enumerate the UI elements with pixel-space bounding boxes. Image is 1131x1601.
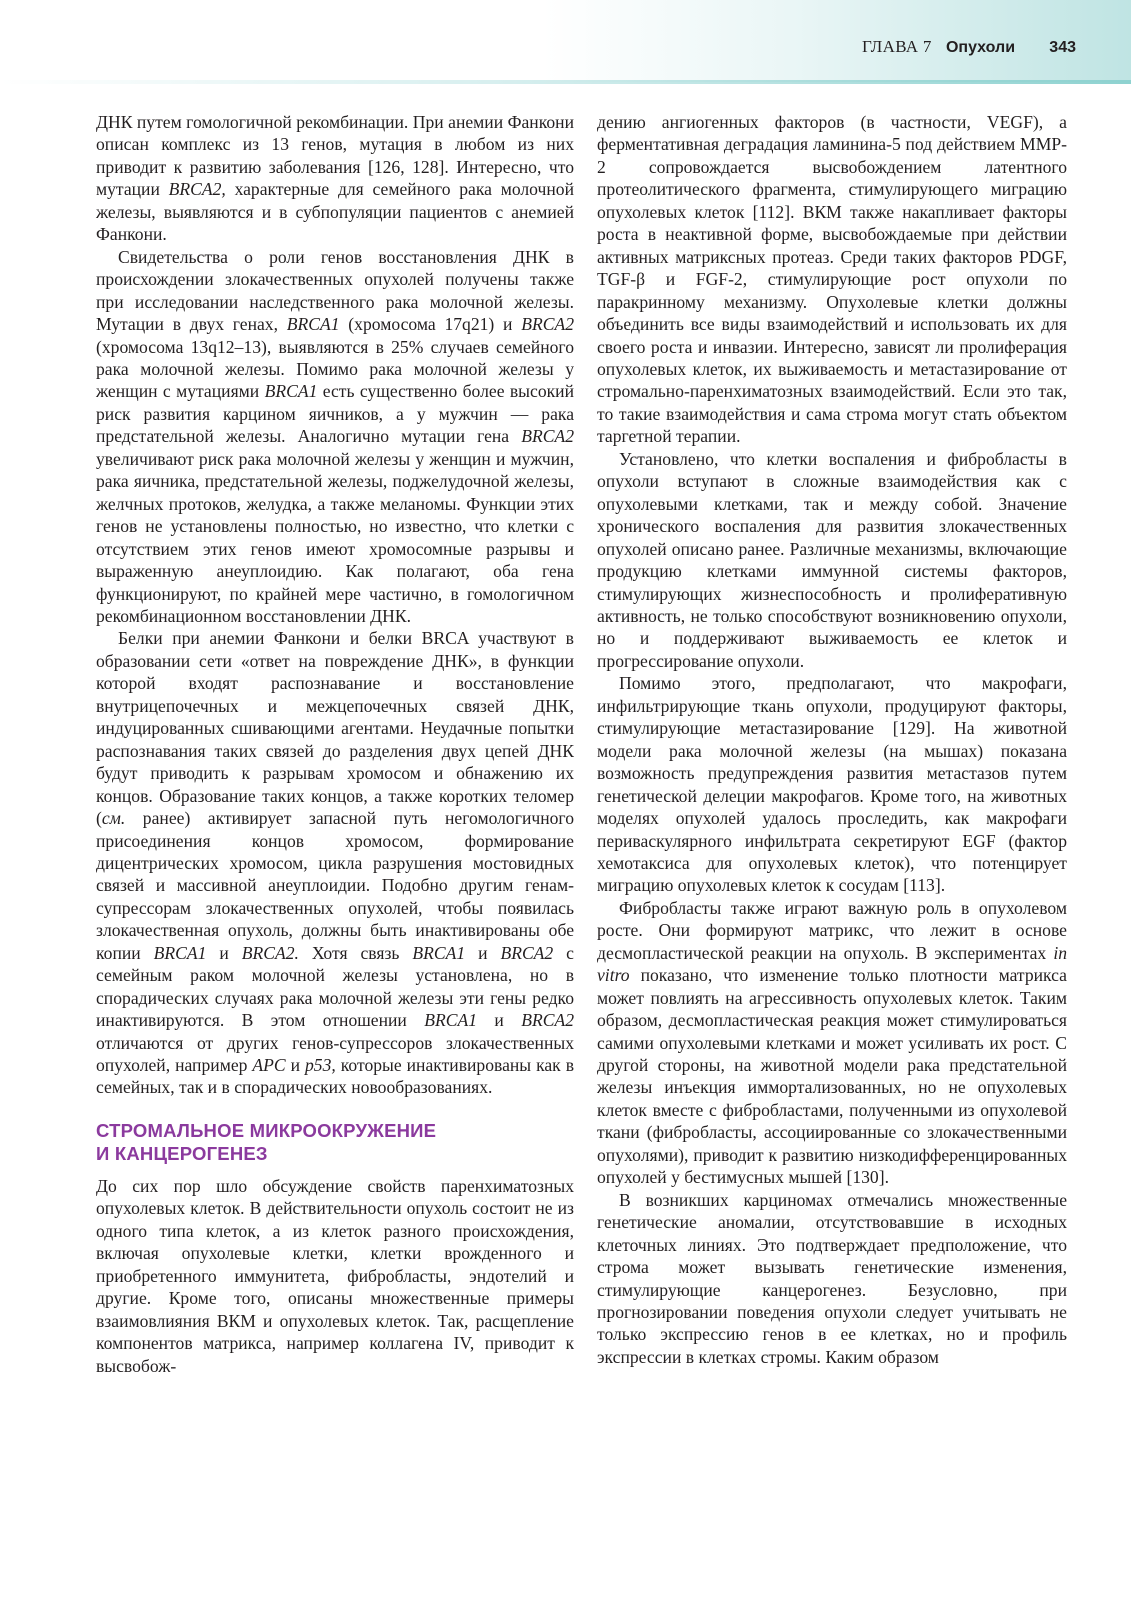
chapter-title: Опухоли <box>945 39 1016 56</box>
header-divider <box>0 80 1131 84</box>
paragraph: ДНК путем гомологичной рекомбинации. При анемии Фанкони описан комплекс из 13 генов, мутация в любом из них приводит к развитию заболевания [126, 128]. Интересно, что мутации BRCA2, характерные для семейного рака молочной железы, выявляются и в субпопуляции пациентов с анемией Фанкони. <box>96 112 574 245</box>
right-column <box>597 111 1067 1368</box>
paragraph: До сих пор шло обсуждение свойств паренхиматозных опухолевых клеток. В действительности опухоль состоит не из одного типа клеток, а из клеток разного происхождения, включая опухолевые клетки, клетки врожденного и приобретенного иммунитета, фибробласты, эндотелий и другие. Кроме того, описаны множественные примеры взаимовлияния ВКМ и опухолевых клеток. Так, расщепление компонентов матрикса, например коллагена IV, приводит к высвобож- <box>96 1175 574 1376</box>
paragraph: Свидетельства о роли генов восстановления ДНК в происхождении злокачественных опухолей получены также при исследовании наследственного рака молочной железы. Мутации в двух генах, BRCA1 (хромосома 17q21) и BRCA2 (хромосома 13q12–13), выявляются в 25% случаев семейного рака молочной железы. Помимо рака молочной железы у женщин с мутациями BRCA1 есть существенно более высокий риск развития карцином яичников, а у мужчин — рака предстательной железы. Аналогично мутации гена BRCA2 увеличивают риск рака молочной железы у женщин и мужчин, рака яичника, предстательной железы, поджелудочной железы, желчных протоков, желудка, а также меланомы. Функции этих генов не установлены полностью, но известно, что клетки с отсутствием этих генов имеют хромосомные разрывы и выраженную анеуплоидию. Как полагают, оба гена функционируют, по крайней мере частично, в гомологичном рекомбинационном восстановлении ДНК. <box>96 246 574 626</box>
paragraph: В возникших карциномах отмечались множественные генетические аномалии, отсутствовавшие в исходных клеточных линиях. Это подтверждает предположение, что строма может вызывать генетические изменения, стимулирующие канцерогенез. Безусловно, при прогнозировании поведения опухоли следует учитывать не только экспрессию генов в ее клетках, но и профиль экспрессии в клетках стромы. Каким образом <box>597 1189 1067 1367</box>
section-heading: СТРОМАЛЬНОЕ МИКРООКРУЖЕНИЕ И КАНЦЕРОГЕНЕЗ <box>96 1119 437 1164</box>
left-column <box>96 111 574 1377</box>
chapter-label: ГЛАВА 7 <box>861 37 932 56</box>
page-number: 343 <box>1049 39 1076 56</box>
paragraph: Установлено, что клетки воспаления и фибробласты в опухоли вступают в сложные взаимодействия как с опухолевыми клетками, так и между собой. Значение хронического воспаления для развития злокачественных опухолей описано ранее. Различные механизмы, включающие продукцию клетками иммунной системы факторов, стимулирующих жизнеспособность и пролиферативную активность, не только способствуют возникновению опухоли, но и поддерживают выживаемость ее клеток и прогрессирование опухоли. <box>597 448 1067 671</box>
running-header <box>862 36 1076 59</box>
paragraph: Помимо этого, предполагают, что макрофаги, инфильтрирующие ткань опухоли, продуцируют факторы, стимулирующие метастазирование [129]. На животной модели рака молочной железы (на мышах) показана возможность предупреждения развития метастазов путем генетической делеции макрофагов. Кроме того, на животных моделях опухолей удалось проследить, как макрофаги периваскулярного инфильтрата секретируют EGF (фактор хемотаксиса для опухолевых клеток), что потенцирует миграцию опухолевых клеток к сосудам [113]. <box>597 673 1067 896</box>
paragraph: Белки при анемии Фанкони и белки BRCA участвуют в образовании сети «ответ на повреждение ДНК», в функции которой входят распознавание и восстановление внутрицепочечных и межцепочечных связей ДНК, индуцированных сшивающими агентами. Неудачные попытки распознавания таких связей до разделения двух цепей ДНК будут приводить к разрывам хромосом и обнажению их концов. Образование таких концов, а также коротких теломер (см. ранее) активирует запасной путь негомологичного присоединения концов хромосом, формирование дицентрических хромосом, цикла разрушения мостовидных связей и массивной анеуплоидии. Подобно другим генам-супрессорам злокачественных опухолей, чтобы появилась злокачественная опухоль, должны быть инактивированы обе копии BRCA1 и BRCA2. Хотя связь BRCA1 и BRCA2 с семейным раком молочной железы установлена, но в спорадических случаях рака молочной железы эти гены редко инактивируются. В этом отношении BRCA1 и BRCA2 отличаются от других генов-супрессоров злокачественных опухолей, например APC и p53, которые инактивированы как в семейных, так и в спорадических новообразованиях. <box>96 628 575 1098</box>
paragraph: Фибробласты также играют важную роль в опухолевом росте. Они формируют матрикс, что лежит в основе десмопластической реакции на опухоль. В экспериментах in vitro показано, что изменение только плотности матрикса может повлиять на агрессивность опухолевых клеток. Таким образом, десмопластическая реакция может стимулироваться самими опухолевыми клетками и может усиливать их рост. С другой стороны, на животной модели рака предстательной железы инъекция иммортализованных, но не опухолевых клеток вместе с фибробластами, полученными из опухолевой ткани (фибробласты, ассоциированные со злокачественными опухолями), приводит к развитию низкодифференцированных опухолей у бестимусных мышей [130]. <box>597 897 1067 1188</box>
paragraph: дению ангиогенных факторов (в частности, VEGF), а ферментативная деградация ламинина-5 под действием MMP-2 сопровождается высвобождением латентного протеолитического фрагмента, стимулирующего миграцию опухолевых клеток [112]. ВКМ также накапливает факторы роста в неактивной форме, высвобождаемые при действии активных матриксных протеаз. Среди таких факторов PDGF, TGF-β и FGF-2, стимулирующие рост опухоли по паракринному механизму. Опухолевые клетки должны объединить все виды взаимодействий и использовать их для своего роста и инвазии. Интересно, зависят ли пролиферация опухолевых клеток, их выживаемость и метастазирование от стромально-паренхиматозных взаимодействий. Если это так, то такие взаимодействия и сама строма могут стать объектом таргетной терапии. <box>597 112 1067 447</box>
